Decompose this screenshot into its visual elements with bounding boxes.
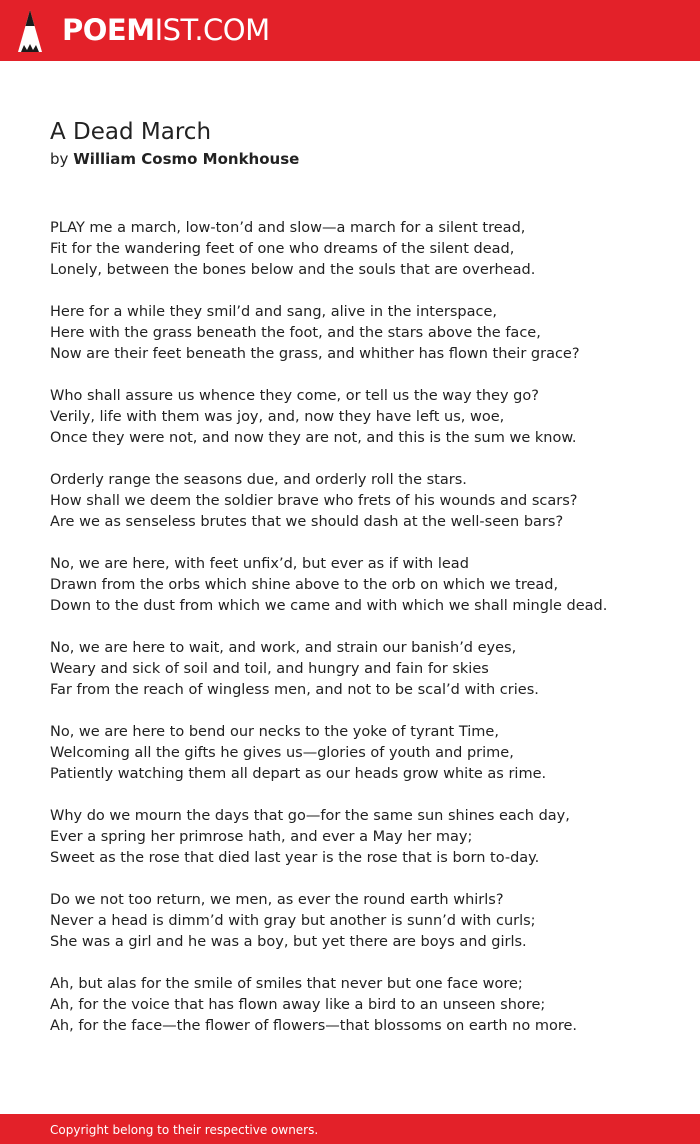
- stanza: [50, 302, 680, 365]
- stanza: [50, 890, 680, 953]
- stanza: [50, 722, 680, 785]
- poem-line: No, we are here, with feet unfix’d, but ever as if with lead: [50, 556, 469, 572]
- copyright-text: Copyright belong to their respective owners.: [50, 1123, 319, 1137]
- poem-body: [50, 218, 680, 1058]
- poem-line: Never a head is dimm’d with gray but another is sunn’d with curls;: [50, 913, 536, 929]
- poem-line: Are we as senseless brutes that we should dash at the well-seen bars?: [50, 514, 564, 530]
- poem-line: She was a girl and he was a boy, but yet there are boys and girls.: [50, 934, 527, 950]
- poem-line: Why do we mourn the days that go—for the same sun shines each day,: [50, 808, 570, 824]
- poem-line: Here with the grass beneath the foot, and the stars above the face,: [50, 325, 541, 341]
- poem-line: Ah, for the face—the flower of flowers—that blossoms on earth no more.: [50, 1018, 577, 1034]
- poem-line: How shall we deem the soldier brave who frets of his wounds and scars?: [50, 493, 578, 509]
- stanza: [50, 386, 680, 449]
- stanza: [50, 806, 680, 869]
- stanza: [50, 218, 680, 281]
- pencil-icon: [18, 10, 42, 52]
- poem-line: Ever a spring her primrose hath, and ever a May her may;: [50, 829, 473, 845]
- poem-line: Lonely, between the bones below and the souls that are overhead.: [50, 262, 536, 278]
- stanza: [50, 638, 680, 701]
- by-label: by: [50, 150, 69, 168]
- poem-line: Down to the dust from which we came and with which we shall mingle dead.: [50, 598, 608, 614]
- poem-line: Welcoming all the gifts he gives us—glories of youth and prime,: [50, 745, 514, 761]
- poem-line: Now are their feet beneath the grass, and whither has flown their grace?: [50, 346, 580, 362]
- poem-line: Verily, life with them was joy, and, now they have left us, woe,: [50, 409, 505, 425]
- poem-line: Patiently watching them all depart as our heads grow white as rime.: [50, 766, 547, 782]
- poem-line: Drawn from the orbs which shine above to the orb on which we tread,: [50, 577, 559, 593]
- poem-line: Once they were not, and now they are not, and this is the sum we know.: [50, 430, 577, 446]
- stanza: [50, 554, 680, 617]
- poem-byline: [50, 149, 299, 169]
- poem-line: Here for a while they smil’d and sang, alive in the interspace,: [50, 304, 497, 320]
- logo-bold-text: POEM: [62, 13, 155, 47]
- poem-line: Ah, for the voice that has flown away like a bird to an unseen shore;: [50, 997, 546, 1013]
- poem-line: No, we are here to wait, and work, and strain our banish’d eyes,: [50, 640, 517, 656]
- poem-line: PLAY me a march, low-ton’d and slow—a march for a silent tread,: [50, 220, 526, 236]
- poem-line: Fit for the wandering feet of one who dreams of the silent dead,: [50, 241, 515, 257]
- poem-line: Who shall assure us whence they come, or tell us the way they go?: [50, 388, 539, 404]
- poem-line: Do we not too return, we men, as ever the round earth whirls?: [50, 892, 504, 908]
- poem-author: William Cosmo Monkhouse: [73, 150, 300, 168]
- poem-line: Ah, but alas for the smile of smiles that never but one face wore;: [50, 976, 523, 992]
- logo-light-text: IST.COM: [154, 13, 270, 47]
- site-logo[interactable]: [62, 12, 270, 48]
- poem-line: Weary and sick of soil and toil, and hungry and fain for skies: [50, 661, 489, 677]
- site-footer: [0, 1114, 700, 1144]
- poem-line: No, we are here to bend our necks to the yoke of tyrant Time,: [50, 724, 499, 740]
- poem-title: A Dead March: [50, 119, 212, 145]
- stanza: [50, 470, 680, 533]
- poem-line: Far from the reach of wingless men, and not to be scal’d with cries.: [50, 682, 539, 698]
- stanza: [50, 974, 680, 1037]
- poem-line: Orderly range the seasons due, and orderly roll the stars.: [50, 472, 467, 488]
- site-header: [0, 0, 700, 61]
- poem-line: Sweet as the rose that died last year is the rose that is born to-day.: [50, 850, 540, 866]
